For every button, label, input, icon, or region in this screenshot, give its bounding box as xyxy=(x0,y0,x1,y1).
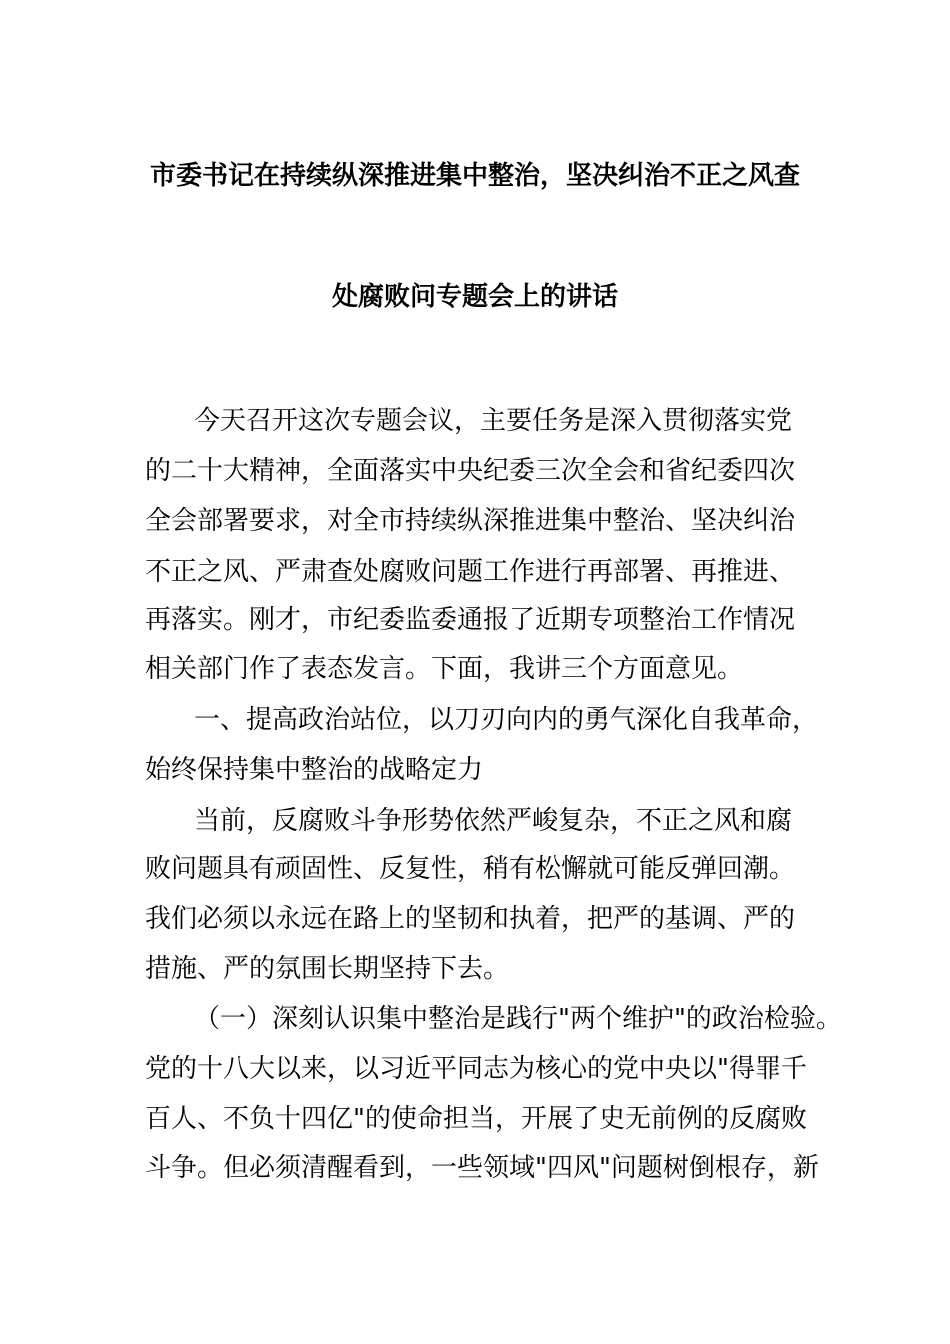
body-line-3: 全会部署要求，对全市持续纵深推进集中整治、坚决纠治 xyxy=(145,506,796,536)
body-line-13: 斗争。但必须清醒看到，一些领域"四风"问题树倒根存，新 xyxy=(145,1153,819,1183)
body-line-2: 的二十大精神，全面落实中央纪委三次全会和省纪委四次 xyxy=(145,456,796,486)
body-line-1: 今天召开这次专题会议，主要任务是深入贯彻落实党 xyxy=(194,406,793,436)
body-line-10: 措施、严的氛围长期坚持下去。 xyxy=(145,954,510,984)
document-title-line-1: 市委书记在持续纵深推进集中整治，坚决纠治不正之风查 xyxy=(149,161,800,191)
body-line-9: 我们必须以永远在路上的坚韧和执着，把严的基调、严的 xyxy=(145,904,796,934)
section-heading-1-line-1: 一、提高政治站位，以刀刃向内的勇气深化自我革命， xyxy=(194,705,819,735)
section-heading-1-line-2: 始终保持集中整治的战略定力 xyxy=(145,755,484,785)
document-title-line-2: 处腐败问专题会上的讲话 xyxy=(331,282,618,312)
body-line-6: 相关部门作了表态发言。下面，我讲三个方面意见。 xyxy=(145,654,744,684)
subsection-line-1: （一）深刻认识集中整治是践行"两个维护"的政治检验。 xyxy=(194,1004,842,1034)
body-line-12: 百人、不负十四亿"的使命担当，开展了史无前例的反腐败 xyxy=(145,1104,807,1134)
body-line-4: 不正之风、严肃查处腐败问题工作进行再部署、再推进、 xyxy=(145,557,796,587)
body-line-7: 当前，反腐败斗争形势依然严峻复杂，不正之风和腐 xyxy=(194,806,793,836)
body-line-5: 再落实。刚才，市纪委监委通报了近期专项整治工作情况 xyxy=(145,605,796,635)
body-line-11: 党的十八大以来，以习近平同志为核心的党中央以"得罪千 xyxy=(145,1054,807,1084)
body-line-8: 败问题具有顽固性、反复性，稍有松懈就可能反弹回潮。 xyxy=(145,854,796,884)
